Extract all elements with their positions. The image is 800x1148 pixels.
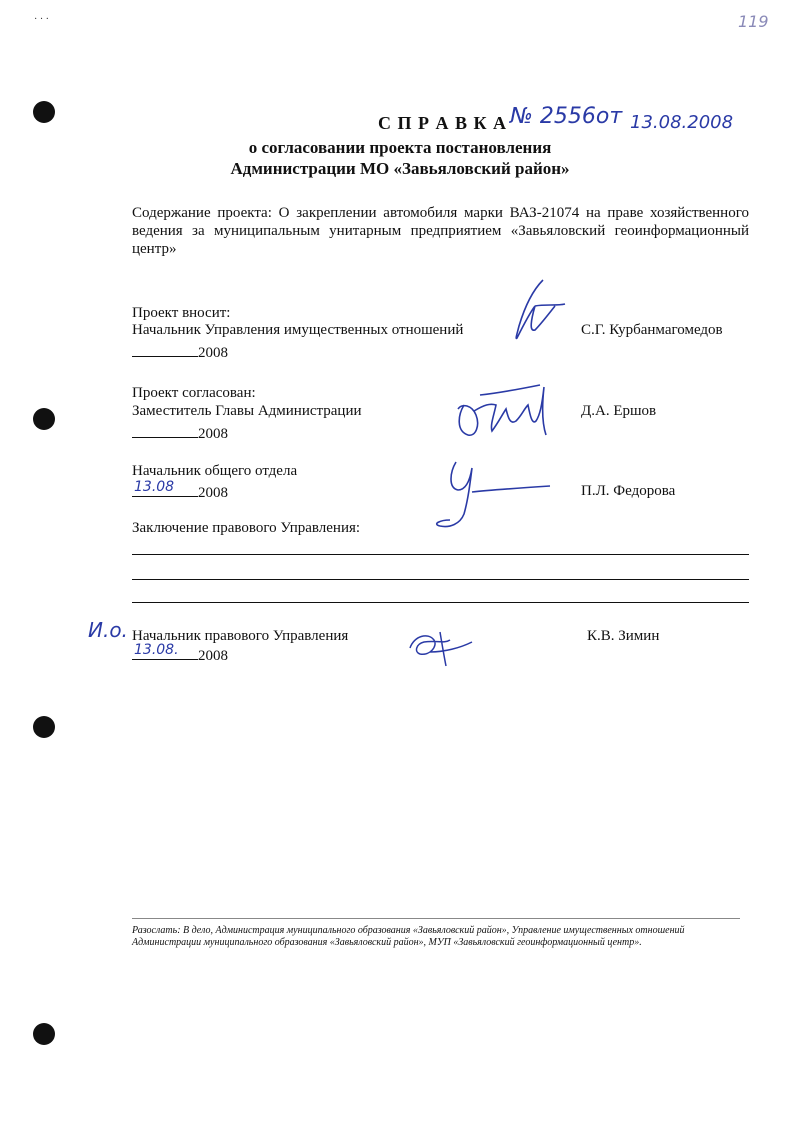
signature-kurbanmagomedov bbox=[495, 276, 575, 346]
block3-year: 2008 bbox=[198, 485, 228, 501]
handwritten-date: 13.08.2008 bbox=[630, 112, 734, 133]
block3-position: Начальник общего отдела bbox=[132, 463, 298, 479]
date-blank bbox=[132, 642, 198, 660]
block4-year: 2008 bbox=[198, 648, 228, 664]
block3-date-line bbox=[132, 479, 228, 502]
punch-hole bbox=[33, 1023, 55, 1045]
block2-date-line bbox=[132, 423, 228, 443]
heading-word: С П Р А В К А bbox=[378, 113, 508, 133]
punch-hole bbox=[33, 408, 55, 430]
signature-zimin bbox=[400, 622, 480, 672]
acting-prefix: И.о. bbox=[88, 618, 128, 642]
block1-year: 2008 bbox=[198, 345, 228, 361]
conclusion-label: Заключение правового Управления: bbox=[132, 520, 361, 536]
date-blank bbox=[132, 342, 198, 357]
conclusion-line bbox=[132, 579, 749, 580]
block1-position: Начальник Управления имущественных отношений bbox=[132, 322, 464, 338]
block2-label: Проект согласован: bbox=[132, 385, 256, 401]
block1-date-line bbox=[132, 342, 228, 362]
page-number: 119 bbox=[738, 12, 769, 31]
signature-fedorova bbox=[420, 448, 560, 538]
distribution-list: Разослать: В дело, Администрация муниципального образования «Завьяловский район», Управление имущественных отношений Администрации муниципального образования «Завьяловский район», МУП «Завьяловский геоинформационный центр». bbox=[132, 925, 685, 948]
block4-date-line bbox=[132, 642, 228, 665]
date-blank bbox=[132, 479, 198, 497]
conclusion-line bbox=[132, 602, 749, 603]
block4-date-hand: 13.08. bbox=[134, 642, 179, 658]
block1-name: С.Г. Курбанмагомедов bbox=[581, 322, 723, 338]
block4-position: Начальник правового Управления bbox=[132, 628, 349, 644]
block3-name: П.Л. Федорова bbox=[581, 483, 676, 499]
block2-name: Д.А. Ершов bbox=[581, 403, 657, 419]
handwritten-number: № 2556от bbox=[510, 104, 623, 129]
heading-line-2: о согласовании проекта постановления bbox=[248, 138, 552, 157]
project-content: Содержание проекта: О закреплении автомобиля марки ВАЗ-21074 на праве хозяйственного ведения за муниципальным унитарным предприятием «Завьяловский геоинформационный центр» bbox=[132, 205, 749, 257]
heading-line-3: Администрации МО «Завьяловский район» bbox=[230, 159, 570, 178]
signature-ershov bbox=[450, 375, 560, 445]
conclusion-line bbox=[132, 554, 749, 555]
block2-position: Заместитель Главы Администрации bbox=[132, 403, 362, 419]
date-blank bbox=[132, 423, 198, 438]
punch-hole bbox=[33, 716, 55, 738]
footer-rule bbox=[132, 918, 740, 919]
block2-year: 2008 bbox=[198, 426, 228, 442]
block4-name: К.В. Зимин bbox=[587, 628, 660, 644]
scan-marks: · · · bbox=[34, 14, 49, 25]
block1-label: Проект вносит: bbox=[132, 305, 231, 321]
block3-date-hand: 13.08 bbox=[134, 479, 175, 495]
